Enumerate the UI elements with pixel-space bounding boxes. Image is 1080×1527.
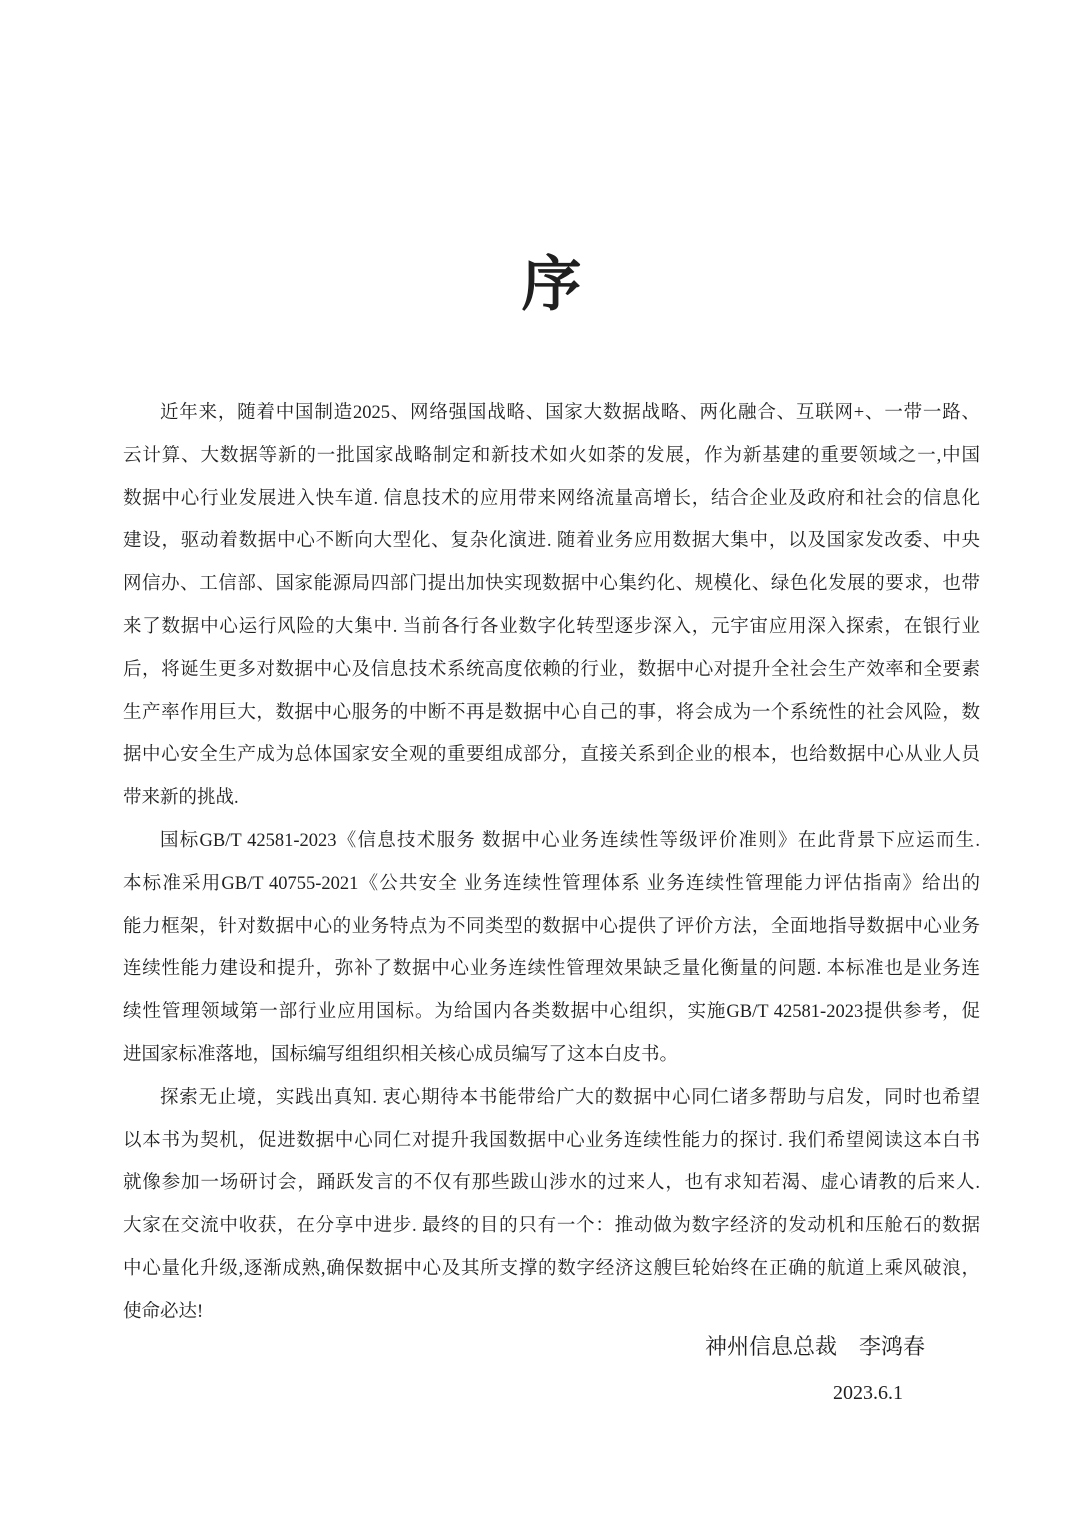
text-line: 建设，驱动着数据中心不断向大型化、复杂化演进. 随着业务应用数据大集中，以及国家发改委、中央 xyxy=(123,531,980,552)
text-line: 网信办、工信部、国家能源局四部门提出加快实现数据中心集约化、规模化、绿色化发展的要求，也带 xyxy=(123,574,980,595)
text-line: 生产率作用巨大，数据中心服务的中断不再是数据中心自己的事，将会成为一个系统性的社会风险，数 xyxy=(123,702,980,723)
text-line: 能力框架，针对数据中心的业务特点为不同类型的数据中心提供了评价方法，全面地指导数据中心业务 xyxy=(123,916,980,937)
text-line: 就像参加一场研讨会，踊跃发言的不仅有那些跋山涉水的过来人，也有求知若渴、虚心请教的后来人. xyxy=(123,1173,980,1194)
text-line: 探索无止境，实践出真知. 衷心期待本书能带给广大的数据中心同仁诸多帮助与启发，同时也希望 xyxy=(160,1087,980,1108)
text-line: 连续性能力建设和提升，弥补了数据中心业务连续性管理效果缺乏量化衡量的问题. 本标准也是业务连 xyxy=(123,959,980,980)
text-line: 续性管理领域第一部行业应用国标。为给国内各类数据中心组织，实施GB/T 42581-2023提供参考，促 xyxy=(123,1002,980,1023)
document-body xyxy=(123,392,980,1334)
text-line: 来了数据中心运行风险的大集中. 当前各行各业数字化转型逐步深入，元宇宙应用深入探索，在银行业 xyxy=(123,616,980,637)
date-line: 2023.6.1 xyxy=(833,1382,903,1404)
text-line: 据中心安全生产成为总体国家安全观的重要组成部分，直接关系到企业的根本，也给数据中心从业人员 xyxy=(123,745,980,766)
text-line: 国标GB/T 42581-2023《信息技术服务 数据中心业务连续性等级评价准则》在此背景下应运而生. xyxy=(160,830,980,851)
text-line: 带来新的挑战. xyxy=(123,788,239,809)
text-line: 以本书为契机，促进数据中心同仁对提升我国数据中心业务连续性能力的探讨. 我们希望阅读这本白书 xyxy=(123,1130,980,1151)
text-line: 本标准采用GB/T 40755-2021《公共安全 业务连续性管理体系 业务连续性管理能力评估指南》给出的 xyxy=(123,873,980,894)
text-line: 进国家标准落地，国标编写组组织相关核心成员编写了这本白皮书。 xyxy=(123,1044,679,1065)
text-line: 后，将诞生更多对数据中心及信息技术系统高度依赖的行业，数据中心对提升全社会生产效率和全要素 xyxy=(123,659,980,680)
text-line: 近年来，随着中国制造2025、网络强国战略、国家大数据战略、两化融合、互联网+、一带一路、 xyxy=(160,403,980,423)
text-line: 中心量化升级,逐渐成熟,确保数据中心及其所支撑的数字经济这艘巨轮始终在正确的航道上乘风破浪， xyxy=(123,1258,980,1279)
text-line: 使命必达! xyxy=(123,1301,204,1322)
paragraph-1 xyxy=(123,392,980,820)
paragraph-2 xyxy=(123,820,980,1077)
text-line: 大家在交流中收获，在分享中进步. 最终的目的只有一个：推动做为数字经济的发动机和压舱石的数据 xyxy=(123,1216,980,1237)
page-title: 序 xyxy=(521,252,582,318)
paragraph-3 xyxy=(123,1077,980,1334)
text-line: 云计算、大数据等新的一批国家战略制定和新技术如火如荼的发展，作为新基建的重要领域之一,中国 xyxy=(123,445,980,466)
text-line: 数据中心行业发展进入快车道. 信息技术的应用带来网络流量高增长，结合企业及政府和社会的信息化 xyxy=(123,488,980,509)
signature-line: 神州信息总裁 李鸿春 xyxy=(704,1334,925,1359)
